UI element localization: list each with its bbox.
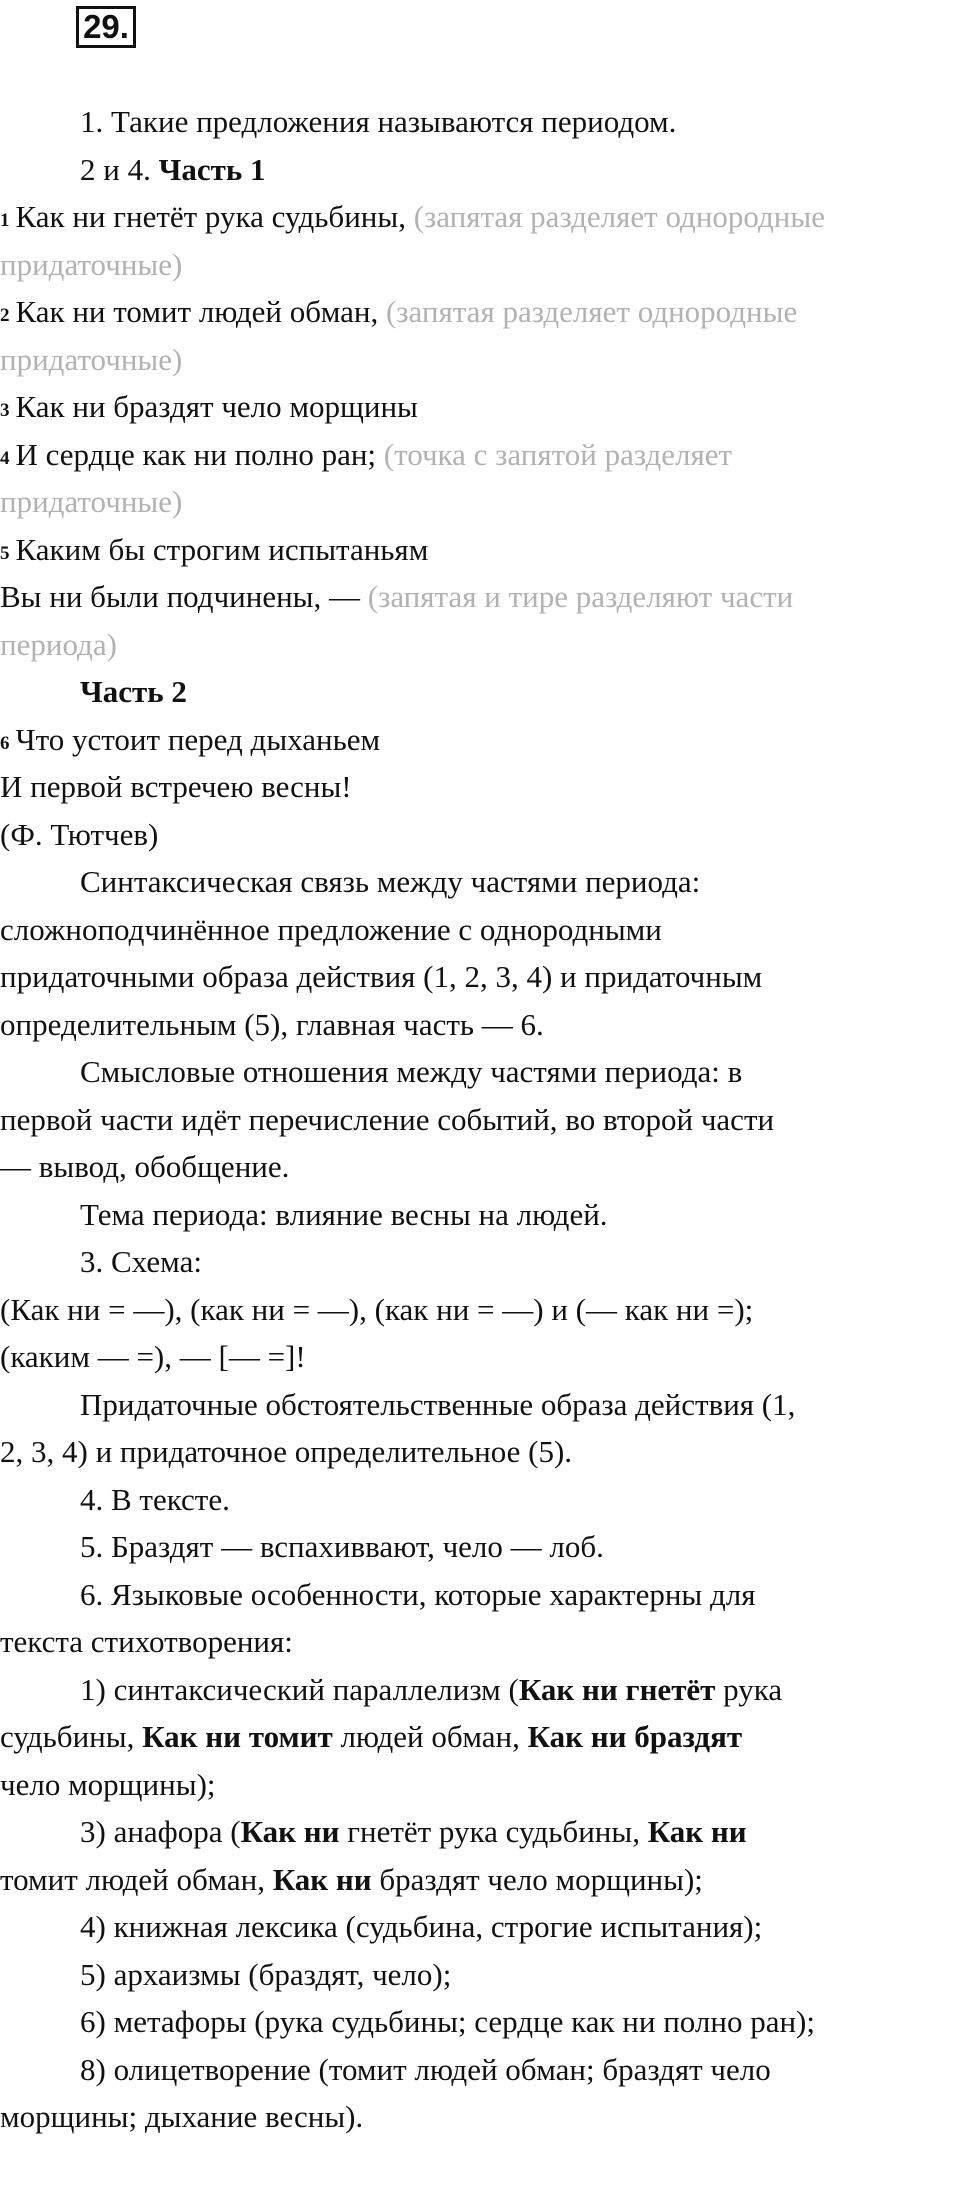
feature-3-line-1 xyxy=(0,1808,955,1856)
verse-line-2 xyxy=(0,288,955,336)
verse-line-3 xyxy=(0,383,955,431)
part1-prefix: 2 и 4. xyxy=(80,151,151,187)
scheme-line-1: (Как ни = —), (как ни = —), (как ни = —) и (— как ни =); xyxy=(0,1291,754,1327)
semantic-para-3: — вывод, обобщение. xyxy=(0,1149,290,1184)
item-1: 1. Такие предложения называются периодом. xyxy=(80,104,677,139)
line-number: 2 xyxy=(0,305,10,326)
verse-text: Вы ни были подчинены, — xyxy=(0,579,361,614)
punctuation-note: (запятая разделяет однородные xyxy=(385,294,798,329)
part1-label: Часть 1 xyxy=(158,151,266,187)
text: гнетёт рука судьбины, xyxy=(339,1814,648,1849)
punctuation-note-cont: придаточные) xyxy=(0,484,183,519)
feature-1-line-2 xyxy=(0,1713,955,1761)
text: браздят чело морщины); xyxy=(371,1861,703,1897)
feature-6: 6) метафоры (рука судьбины; сердце как ни полно ран); xyxy=(80,2004,815,2039)
punctuation-note-cont: придаточные) xyxy=(0,341,183,377)
bold-text: Как ни томит xyxy=(142,1719,333,1754)
line-number: 4 xyxy=(0,447,10,469)
verse-line-4 xyxy=(0,431,955,479)
line-number: 5 xyxy=(0,542,10,564)
clauses-line-2: 2, 3, 4) и придаточное определительное (5). xyxy=(0,1434,573,1469)
verse-line-5 xyxy=(0,526,955,574)
line-number: 3 xyxy=(0,400,10,421)
verse-line-6b: И первой встречею весны! xyxy=(0,769,352,804)
verse-text: И сердце как ни полно ран; xyxy=(15,436,377,472)
bold-text: Как ни гнетёт xyxy=(518,1671,716,1707)
punctuation-note: (запятая и тире разделяют части xyxy=(367,579,794,614)
text: людей обман, xyxy=(332,1719,528,1754)
line-number: 1 xyxy=(0,210,10,231)
text: томит людей обман, xyxy=(0,1861,273,1897)
theme: Тема периода: влияние весны на людей. xyxy=(80,1196,608,1232)
item-4: 4. В тексте. xyxy=(80,1481,230,1517)
feature-8-line-1: 8) олицетворение (томит людей обман; браздят чело xyxy=(80,2051,771,2087)
text: 1) синтаксический параллелизм ( xyxy=(80,1671,519,1707)
semantic-para-1: Смысловые отношения между частями периода: в xyxy=(80,1054,743,1089)
semantic-para-2: первой части идёт перечисление событий, во второй части xyxy=(0,1101,775,1137)
syntax-para-3: придаточными образа действия (1, 2, 3, 4) и придаточным xyxy=(0,959,763,994)
syntax-para-2: сложноподчинённое предложение с однородными xyxy=(0,911,662,947)
bold-text: Как ни xyxy=(272,1861,372,1897)
verse-line-1 xyxy=(0,193,955,241)
verse-text: Каким бы строгим испытаньям xyxy=(15,531,429,567)
answer-content xyxy=(0,98,955,2141)
feature-1-line-3: чело морщины); xyxy=(0,1766,216,1802)
punctuation-note: (точка с запятой разделяет xyxy=(383,436,733,472)
item-6-line-2: текста стихотворения: xyxy=(0,1624,293,1659)
bold-text: Как ни xyxy=(647,1814,747,1849)
line-number: 6 xyxy=(0,732,10,754)
verse-line-5b xyxy=(0,573,955,621)
part2-heading: Часть 2 xyxy=(80,674,187,709)
feature-8-line-2: морщины; дыхание весны). xyxy=(0,2099,364,2134)
bold-text: Как ни xyxy=(240,1814,340,1849)
part1-heading xyxy=(0,146,955,194)
scheme-label: 3. Схема: xyxy=(80,1244,202,1279)
punctuation-note-cont: придаточные) xyxy=(0,246,183,282)
punctuation-note-cont: периода) xyxy=(0,626,117,662)
scheme-line-2: (каким — =), — [— =]! xyxy=(0,1339,306,1374)
text: 3) анафора ( xyxy=(80,1814,241,1849)
verse-text: Как ни томит людей обман, xyxy=(15,294,379,329)
author: (Ф. Тютчев) xyxy=(0,816,159,852)
feature-1-line-1 xyxy=(0,1666,955,1714)
feature-3-line-2 xyxy=(0,1856,955,1904)
text: судьбины, xyxy=(0,1719,143,1754)
item-6-line-1: 6. Языковые особенности, которые характерны для xyxy=(80,1576,756,1612)
verse-text: Как ни браздят чело морщины xyxy=(15,389,418,424)
verse-line-6 xyxy=(0,716,955,764)
feature-4: 4) книжная лексика (судьбина, строгие испытания); xyxy=(80,1909,763,1944)
bold-text: Как ни браздят xyxy=(527,1719,743,1754)
item-5: 5. Браздят — вспахиввают, чело — лоб. xyxy=(80,1529,604,1564)
verse-text: Что устоит перед дыханьем xyxy=(15,721,381,757)
text: рука xyxy=(715,1671,783,1707)
verse-text: Как ни гнетёт рука судьбины, xyxy=(15,199,406,234)
feature-5: 5) архаизмы (браздят, чело); xyxy=(80,1956,452,1992)
clauses-line-1: Придаточные обстоятельственные образа действия (1, xyxy=(80,1386,796,1422)
punctuation-note: (запятая разделяет однородные xyxy=(413,199,825,234)
syntax-para-4: определительным (5), главная часть — 6. xyxy=(0,1006,544,1042)
task-number-badge: 29. xyxy=(76,6,136,48)
syntax-para-1: Синтаксическая связь между частями периода: xyxy=(80,864,701,899)
